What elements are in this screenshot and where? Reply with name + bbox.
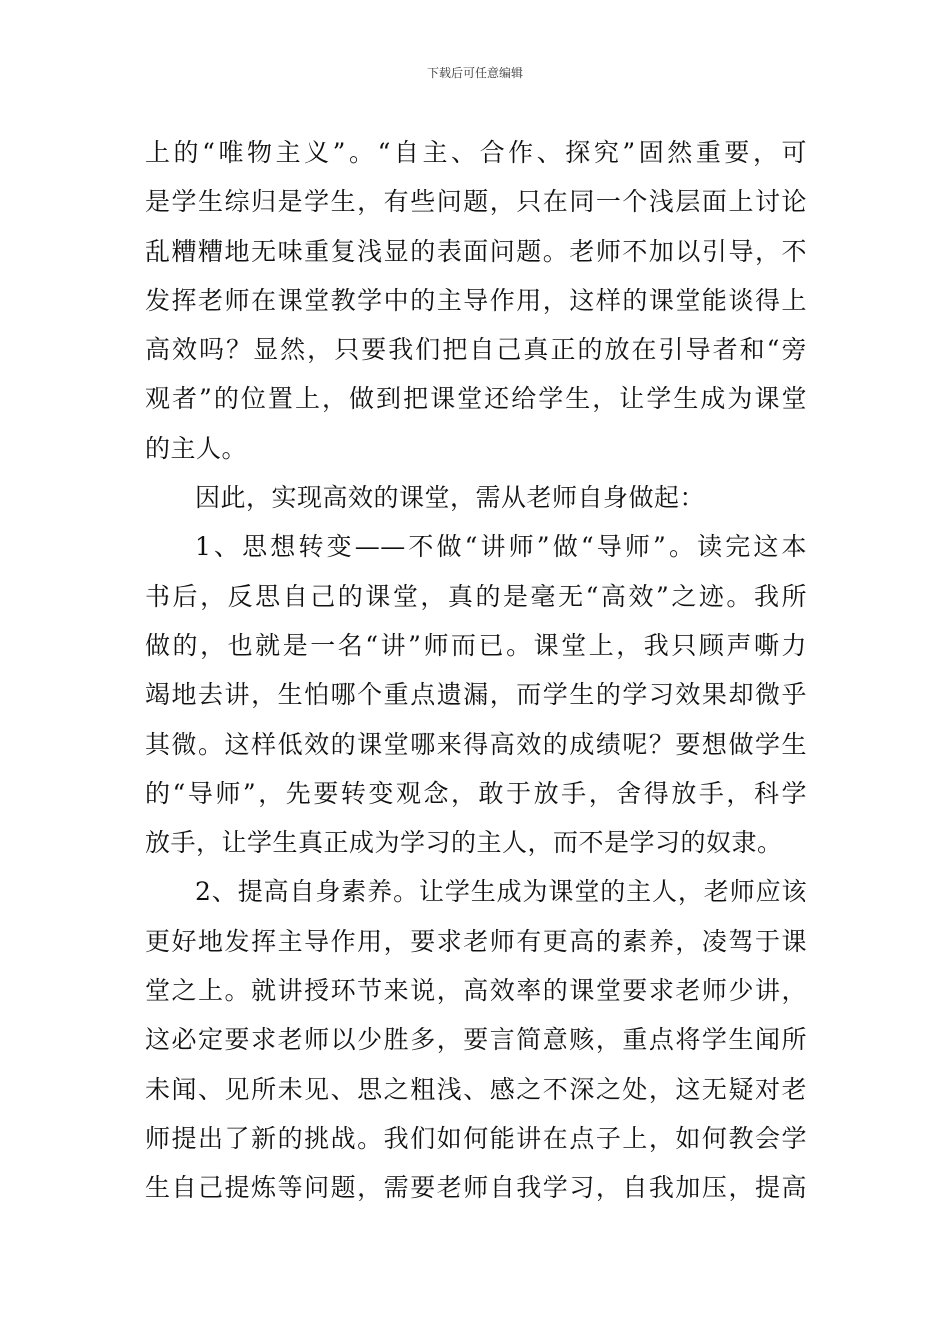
text-line: 的“导师”，先要转变观念，敢于放手，舍得放手，科学 bbox=[145, 778, 807, 808]
text-line: 是学生综归是学生，有些问题，只在同一个浅层面上讨论 bbox=[145, 187, 807, 217]
text-line: 观者”的位置上，做到把课堂还给学生，让学生成为课堂 bbox=[145, 384, 807, 414]
text-line: 放手，让学生真正成为学习的主人，而不是学习的奴隶。 bbox=[145, 828, 783, 858]
text-line: 书后，反思自己的课堂，真的是毫无“高效”之迹。我所 bbox=[145, 581, 807, 611]
text-line: 上的“唯物主义”。“自主、合作、探究”固然重要，可 bbox=[145, 138, 807, 167]
text-line: 其微。这样低效的课堂哪来得高效的成绩呢？要想做学生 bbox=[145, 729, 807, 759]
text-line: 的主人。 bbox=[145, 433, 248, 463]
text-line: 这必定要求老师以少胜多，要言简意赅，重点将学生闻所 bbox=[145, 1025, 807, 1055]
text-line: 更好地发挥主导作用，要求老师有更高的素养，凌驾于课 bbox=[145, 926, 807, 956]
text-line: 师提出了新的挑战。我们如何能讲在点子上，如何教会学 bbox=[145, 1123, 807, 1153]
page-header: 下载后可任意编辑 bbox=[426, 66, 523, 80]
text-line: 乱糟糟地无味重复浅显的表面问题。老师不加以引导，不 bbox=[145, 236, 807, 266]
text-line: 因此，实现高效的课堂，需从老师自身做起： bbox=[195, 483, 706, 513]
text-line: 2、提高自身素养。让学生成为课堂的主人，老师应该 bbox=[195, 877, 807, 907]
text-line: 高效吗？显然，只要我们把自己真正的放在引导者和“旁 bbox=[145, 335, 807, 365]
text-line: 堂之上。就讲授环节来说，高效率的课堂要求老师少讲， bbox=[145, 976, 807, 1006]
text-line: 发挥老师在课堂教学中的主导作用，这样的课堂能谈得上 bbox=[145, 285, 807, 315]
text-line: 竭地去讲，生怕哪个重点遗漏，而学生的学习效果却微乎 bbox=[145, 680, 807, 710]
document-body bbox=[145, 128, 807, 1213]
text-line: 未闻、见所未见、思之粗浅、感之不深之处，这无疑对老 bbox=[145, 1074, 807, 1104]
text-line: 生自己提炼等问题，需要老师自我学习，自我加压，提高 bbox=[145, 1173, 807, 1203]
text-line: 1、思想转变——不做“讲师”做“导师”。读完这本 bbox=[195, 532, 807, 562]
text-line: 做的，也就是一名“讲”师而已。课堂上，我只顾声嘶力 bbox=[145, 630, 807, 660]
